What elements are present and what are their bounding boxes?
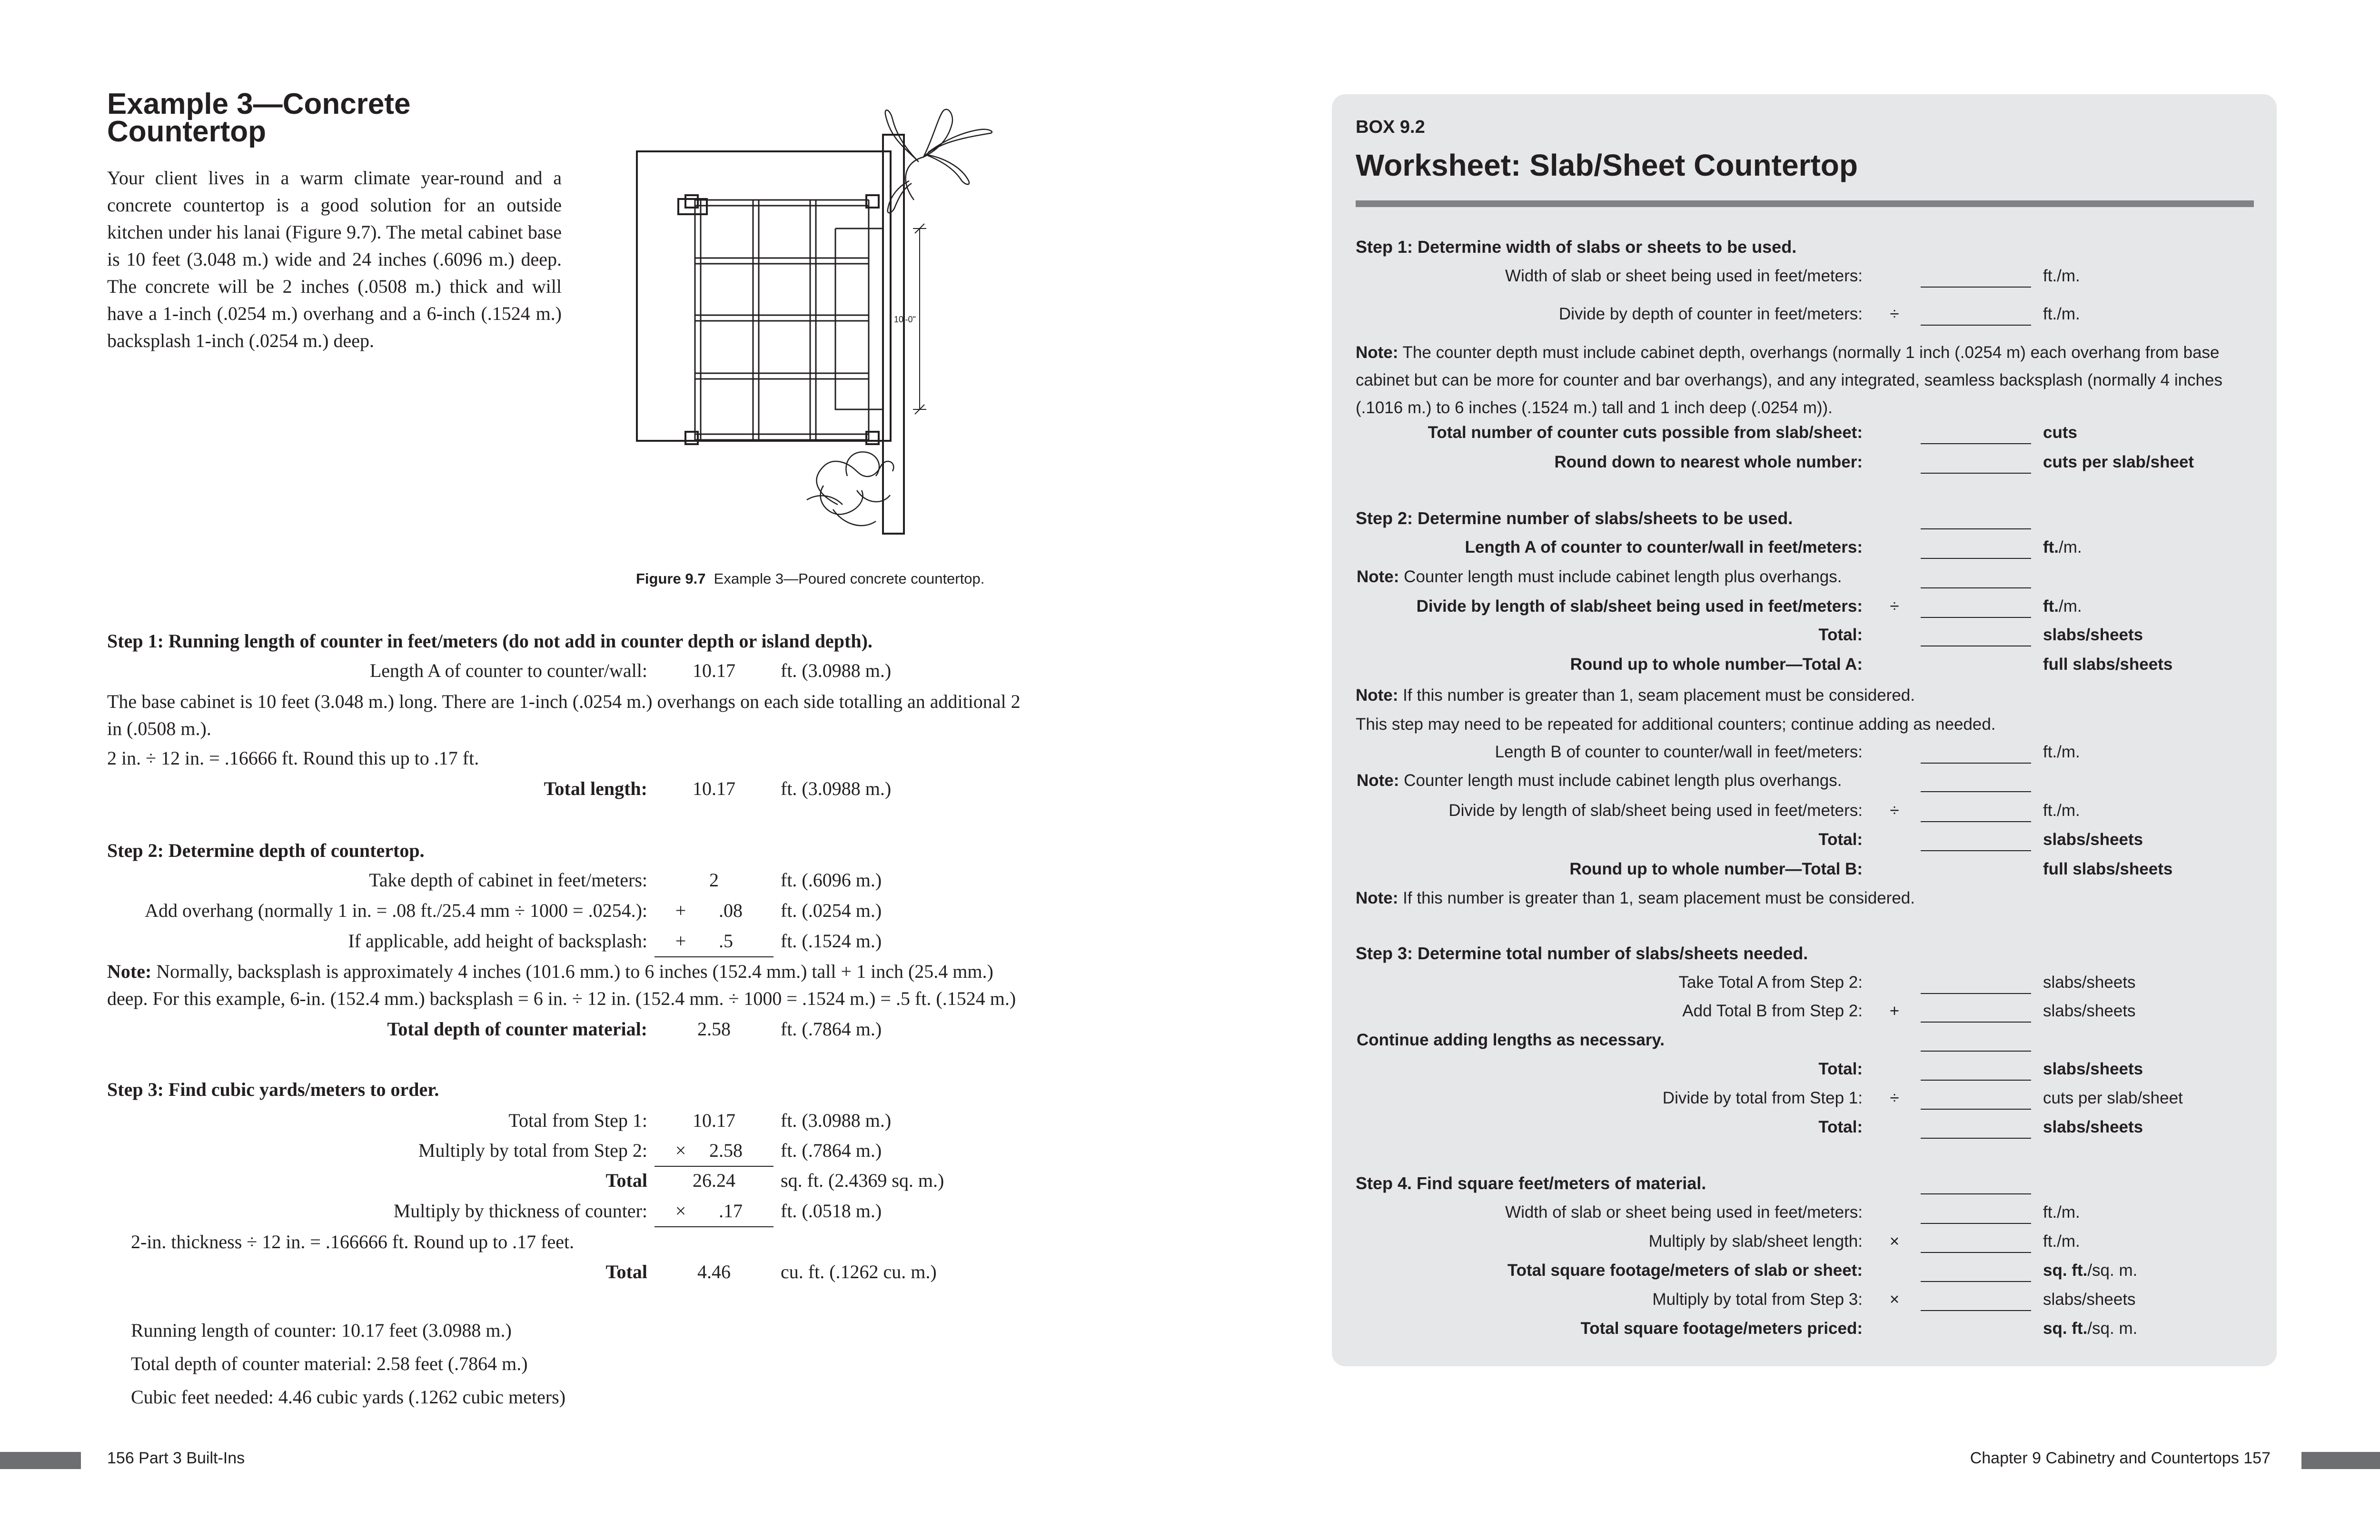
summary-line: Total depth of counter material: 2.58 feet (.7864 m.) — [131, 1353, 528, 1374]
row-unit: ft./m. — [2043, 305, 2080, 323]
row-unit: ft. (3.0988 m.) — [781, 778, 892, 799]
row-unit: ft. (.7864 m.) — [781, 1018, 882, 1040]
row-unit — [2043, 597, 2082, 616]
row-unit: full slabs/sheets — [2043, 860, 2173, 878]
row-label: Length A of counter to counter/wall in feet/meters: — [1465, 538, 1863, 556]
row-unit: cuts — [2043, 423, 2077, 442]
note-text: If this number is greater than 1, seam placement must be considered. — [1403, 889, 1915, 907]
unit-bold: sq. ft. — [2043, 1319, 2088, 1338]
left-step1-text1: The base cabinet is 10 feet (3.048 m.) long. There are 1-inch (.0254 m.) overhangs on each side totalling an additional 2 in (.0508 m.). — [107, 691, 1021, 739]
row-label: Divide by depth of counter in feet/meters: — [1558, 305, 1863, 323]
note-text: Normally, backsplash is approximately 4 inches (101.6 mm.) to 6 inches (152.4 mm.) tall + 1 inch (25.4 mm.) deep. For this example, 6-in. (152.4 mm.) backsplash = 6 in. ÷ 12 in. (152.4 mm. ÷ 1000 = .1524 m.) = .5 ft. (.1524 m.) — [107, 961, 1016, 1009]
ws-step2-note4 — [0, 771, 2380, 801]
left-footer: 156 Part 3 Built-Ins — [107, 1449, 245, 1467]
entry-blank — [1921, 1223, 2031, 1224]
ws-step2-row — [0, 626, 2380, 655]
left-step3-text: 2-in. thickness ÷ 12 in. = .166666 ft. Round up to .17 feet. — [131, 1231, 575, 1252]
left-step3-heading: Step 3: Find cubic yards/meters to order. — [107, 1079, 439, 1100]
ws-step3-row — [0, 1002, 2380, 1031]
ws-step1-row — [0, 423, 2380, 453]
summary-line: Cubic feet needed: 4.46 cubic yards (.1262 cubic meters) — [131, 1386, 566, 1408]
left-footer-bar — [0, 1452, 81, 1469]
multiply-operator: × — [675, 1200, 686, 1222]
row-label: Length B of counter to counter/wall in feet/meters: — [1495, 743, 1863, 761]
entry-blank — [1921, 528, 2031, 529]
figure-caption-text: Example 3—Poured concrete countertop. — [714, 570, 985, 587]
ws-step2-row — [0, 538, 2380, 567]
ws-step4-row — [0, 1290, 2380, 1320]
row-label: Total depth of counter material: — [387, 1018, 647, 1040]
example-title-line2: Countertop — [107, 115, 267, 148]
row-unit: ft./m. — [2043, 267, 2080, 285]
divide-operator: ÷ — [1890, 305, 1899, 323]
row-label: Round down to nearest whole number: — [1554, 453, 1863, 471]
row-unit: cuts per slab/sheet — [2043, 453, 2194, 471]
box-title: Worksheet: Slab/Sheet Countertop — [1356, 148, 1858, 182]
ws-step3-row — [0, 973, 2380, 1003]
entry-blank — [1921, 1252, 2031, 1253]
row-label: Total: — [1818, 1118, 1863, 1136]
row-value: 2.58 — [697, 1018, 731, 1040]
ws-step2-note3: This step may need to be repeated for additional counters; continue adding as needed. — [1356, 715, 1996, 734]
note-text: If this number is greater than 1, seam placement must be considered. — [1403, 686, 1915, 705]
multiply-operator: × — [675, 1140, 686, 1161]
row-unit: ft. (.6096 m.) — [781, 869, 882, 891]
ws-step1-heading: Step 1: Determine width of slabs or sheets to be used. — [1356, 237, 1797, 257]
row-unit: sq. ft. (2.4369 sq. m.) — [781, 1170, 944, 1191]
ws-step1-note — [1356, 339, 2246, 422]
row-label: Add overhang (normally 1 in. = .08 ft./25.4 mm ÷ 1000 = .0254.): — [145, 900, 647, 921]
row-unit: slabs/sheets — [2043, 626, 2143, 644]
sum-underline — [654, 956, 774, 957]
row-label: Total — [605, 1261, 647, 1282]
example-title-line1: Example 3—Concrete — [107, 88, 411, 120]
entry-blank — [1921, 791, 2031, 792]
row-label: Length A of counter to counter/wall: — [369, 660, 647, 681]
note-label: Note: — [107, 961, 152, 982]
row-value: .17 — [719, 1200, 743, 1222]
note-text: Counter length must include cabinet length plus overhangs. — [1404, 771, 1842, 790]
row-unit — [2043, 1261, 2137, 1280]
row-label: Multiply by thickness of counter: — [393, 1200, 647, 1222]
row-unit: slabs/sheets — [2043, 1290, 2136, 1309]
row-label: Total from Step 1: — [508, 1110, 647, 1131]
left-step1-heading: Step 1: Running length of counter in feet/meters (do not add in counter depth or island depth). — [107, 630, 873, 652]
left-step1-text2: 2 in. ÷ 12 in. = .16666 ft. Round this up to .17 ft. — [107, 747, 479, 769]
ws-step2-row — [0, 801, 2380, 831]
row-label: Total: — [1818, 830, 1863, 849]
left-step2-row2 — [0, 899, 1047, 929]
row-unit: ft. (3.0988 m.) — [781, 1110, 892, 1131]
row-label: Multiply by slab/sheet length: — [1648, 1232, 1863, 1251]
row-label: Total: — [1818, 626, 1863, 644]
row-unit: slabs/sheets — [2043, 830, 2143, 849]
row-label: Multiply by total from Step 3: — [1652, 1290, 1863, 1309]
ws-step2-row — [0, 655, 2380, 685]
entry-blank — [1921, 473, 2031, 474]
plus-operator: + — [675, 900, 686, 921]
entry-blank — [1921, 443, 2031, 444]
row-label: Take Total A from Step 2: — [1678, 973, 1863, 992]
row-unit: slabs/sheets — [2043, 1118, 2143, 1136]
left-step2-row3 — [0, 930, 1047, 959]
row-unit: ft./m. — [2043, 1203, 2080, 1222]
entry-blank — [1921, 558, 2031, 559]
ws-step1-row — [0, 305, 2380, 334]
row-label: Total square footage/meters of slab or sheet: — [1507, 1261, 1863, 1280]
row-unit — [2043, 1319, 2137, 1338]
row-label: Round up to whole number—Total A: — [1570, 655, 1863, 674]
left-step2-heading: Step 2: Determine depth of countertop. — [107, 840, 425, 861]
multiply-operator: × — [1889, 1232, 1900, 1251]
ws-step3-row — [0, 1118, 2380, 1147]
ws-step4-blank-row — [0, 1173, 2380, 1203]
ws-step4-row — [0, 1319, 2380, 1349]
ws-step1-row — [0, 267, 2380, 296]
note-label: Note: — [1356, 889, 1398, 907]
row-unit: ft./m. — [2043, 801, 2080, 820]
row-unit: cuts per slab/sheet — [2043, 1089, 2183, 1107]
row-label: Total length: — [544, 778, 647, 799]
ws-step2-row — [0, 830, 2380, 860]
entry-blank — [1921, 325, 2031, 326]
intro-paragraph: Your client lives in a warm climate year-round and a concrete countertop is a good solution for an outside kitchen under his lanai (Figure 9.7). The metal cabinet base is 10 feet (3.048 m.) wide and 24 inches (.6096 m.) deep. The concrete will be 2 inches (.0508 m.) thick and will have a 1-inch (.0254 m.) overhang and a 6-inch (.1524 m.) backsplash 1-inch (.0254 m.) deep. — [107, 167, 562, 351]
row-label: Continue adding lengths as necessary. — [1357, 1031, 1665, 1049]
row-unit: slabs/sheets — [2043, 1060, 2143, 1078]
entry-blank — [1921, 287, 2031, 288]
ws-step1-row — [0, 453, 2380, 482]
row-value: 10.17 — [693, 660, 735, 681]
row-value: 2.58 — [709, 1140, 743, 1161]
row-label: Total square footage/meters priced: — [1580, 1319, 1863, 1338]
row-unit: cu. ft. (.1262 cu. m.) — [781, 1261, 937, 1282]
row-unit: slabs/sheets — [2043, 1002, 2136, 1020]
row-value: 10.17 — [693, 1110, 735, 1131]
entry-blank — [1921, 821, 2031, 822]
row-value: .5 — [719, 930, 733, 952]
entry-blank — [1921, 1109, 2031, 1110]
row-unit: ft./m. — [2043, 1232, 2080, 1251]
row-value: 2 — [709, 869, 719, 891]
title-rule — [1356, 200, 2254, 207]
ws-step2-blank-row — [0, 508, 2380, 538]
product-underline — [654, 1166, 774, 1167]
row-unit: ft. (3.0988 m.) — [781, 660, 892, 681]
row-unit: full slabs/sheets — [2043, 655, 2173, 674]
row-label: Divide by length of slab/sheet being used in feet/meters: — [1416, 597, 1863, 616]
row-value: 26.24 — [693, 1170, 735, 1191]
ws-step4-row — [0, 1203, 2380, 1232]
plus-operator: + — [675, 930, 686, 952]
dimension-label: 10'-0" — [894, 315, 916, 324]
row-label: Total number of counter cuts possible from slab/sheet: — [1428, 423, 1863, 442]
unit-bold: sq. ft. — [2043, 1261, 2088, 1280]
row-unit: ft. (.1524 m.) — [781, 930, 882, 952]
unit-rest: /sq. m. — [2087, 1319, 2138, 1338]
row-unit: ft. (.0518 m.) — [781, 1200, 882, 1222]
right-footer-bar — [2301, 1452, 2380, 1469]
entry-blank — [1921, 1310, 2031, 1311]
entry-blank — [1921, 1022, 2031, 1023]
row-label: Divide by length of slab/sheet being used in feet/meters: — [1448, 801, 1863, 820]
entry-blank — [1921, 587, 2031, 588]
row-unit: ft. (.0254 m.) — [781, 900, 882, 921]
note-text: Counter length must include cabinet length plus overhangs. — [1404, 567, 1842, 586]
row-unit: ft./m. — [2043, 743, 2080, 761]
example-title — [107, 90, 440, 146]
row-label: Multiply by total from Step 2: — [418, 1140, 647, 1161]
plus-operator: + — [1889, 1002, 1900, 1020]
note-label: Note: — [1356, 343, 1398, 362]
entry-blank — [1921, 1138, 2031, 1139]
ws-step2-row — [0, 743, 2380, 772]
row-label: Round up to whole number—Total B: — [1569, 860, 1863, 878]
row-unit: slabs/sheets — [2043, 973, 2136, 992]
entry-blank — [1921, 1281, 2031, 1282]
box-label: BOX 9.2 — [1356, 117, 1425, 137]
ws-step3-row — [0, 1060, 2380, 1089]
divide-operator: ÷ — [1890, 597, 1899, 616]
ws-step2-heading: Step 2: Determine number of slabs/sheets to be used. — [1356, 508, 1793, 528]
right-footer: Chapter 9 Cabinetry and Countertops 157 — [1970, 1449, 2271, 1467]
ws-step2-note5 — [1356, 884, 2246, 912]
entry-blank — [1921, 763, 2031, 764]
divide-operator: ÷ — [1890, 1089, 1899, 1107]
note-label: Note: — [1356, 686, 1398, 705]
entry-blank — [1921, 1080, 2031, 1081]
row-value: .08 — [719, 900, 743, 921]
multiply-operator: × — [1889, 1290, 1900, 1309]
ws-step3-row — [0, 1031, 2380, 1060]
row-value: 4.46 — [697, 1261, 731, 1282]
entry-blank — [1921, 1051, 2031, 1052]
unit-rest: /m. — [2059, 597, 2082, 616]
row-label — [1357, 771, 1863, 790]
note-text: The counter depth must include cabinet depth, overhangs (normally 1 inch (.0254 m) each overhang from base cabinet but can be more for counter and bar overhangs), and any integrated, seamless backsplash (normally 4 inches (.1016 m.) to 6 inches (.1524 m.) tall and 1 inch deep (.0254 m)). — [1356, 343, 2223, 417]
row-label: Take depth of cabinet in feet/meters: — [369, 869, 647, 891]
row-unit: ft. (.7864 m.) — [781, 1140, 882, 1161]
unit-rest: /m. — [2059, 538, 2082, 556]
ws-step4-heading: Step 4. Find square feet/meters of material. — [1356, 1173, 1706, 1193]
note-label: Note: — [1357, 771, 1399, 790]
row-label — [1357, 567, 1863, 586]
ws-step4-row — [0, 1261, 2380, 1291]
ws-step2-row — [0, 597, 2380, 626]
entry-blank — [1921, 850, 2031, 851]
entry-blank — [1921, 1193, 2031, 1194]
note-label: Note: — [1357, 567, 1399, 586]
ws-step2-note2 — [1356, 682, 2246, 709]
unit-rest: /sq. m. — [2087, 1261, 2138, 1280]
row-label: Total: — [1818, 1060, 1863, 1078]
unit-bold: ft. — [2043, 538, 2059, 556]
row-label: If applicable, add height of backsplash: — [348, 930, 647, 952]
entry-blank — [1921, 993, 2031, 994]
ws-step4-row — [0, 1232, 2380, 1262]
ws-step3-heading: Step 3: Determine total number of slabs/sheets needed. — [1356, 944, 1808, 963]
summary-line: Running length of counter: 10.17 feet (3.0988 m.) — [131, 1320, 512, 1341]
row-label: Divide by total from Step 1: — [1662, 1089, 1863, 1107]
row-label: Width of slab or sheet being used in feet/meters: — [1505, 1203, 1863, 1222]
row-unit — [2043, 538, 2082, 557]
ws-step2-note1 — [0, 567, 2380, 597]
unit-bold: ft. — [2043, 597, 2059, 616]
divide-operator: ÷ — [1890, 801, 1899, 820]
row-value: 10.17 — [693, 778, 735, 799]
row-label: Total — [605, 1170, 647, 1191]
ws-step3-row — [0, 1089, 2380, 1118]
figure-caption-label: Figure 9.7 — [636, 570, 706, 587]
entry-blank — [1921, 617, 2031, 618]
row-label: Width of slab or sheet being used in feet/meters: — [1505, 267, 1863, 285]
row-label: Add Total B from Step 2: — [1682, 1002, 1863, 1020]
